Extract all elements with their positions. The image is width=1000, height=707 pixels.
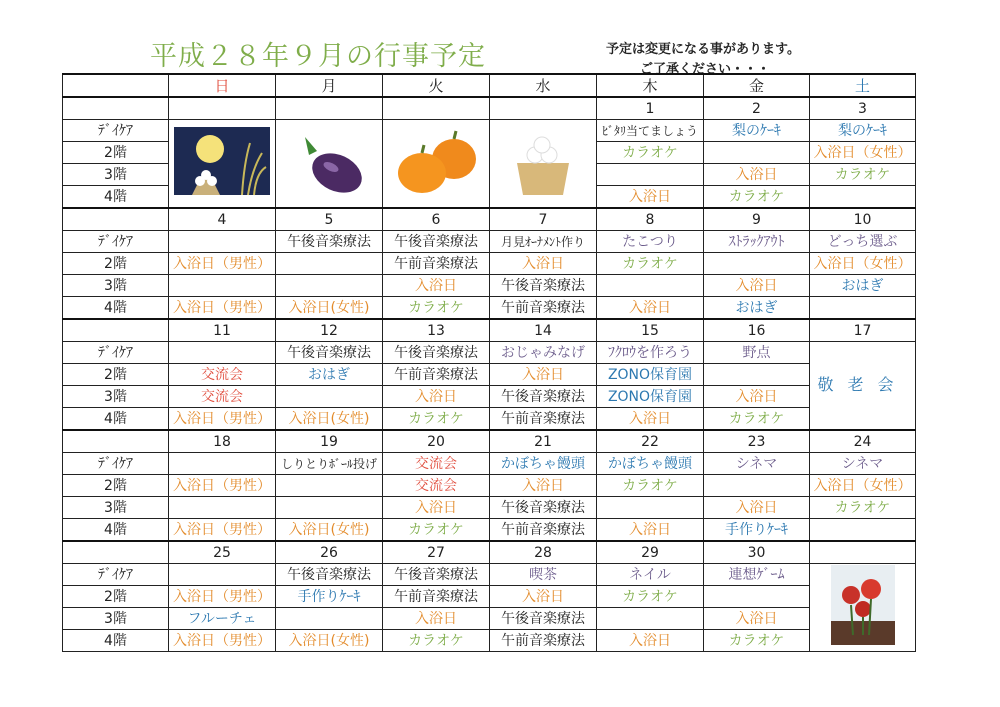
activity-cell: シネマ	[704, 453, 810, 475]
date-cell	[276, 97, 383, 120]
date-cell: 11	[169, 319, 276, 342]
activity-cell: 入浴日	[597, 297, 704, 320]
activity-cell: 入浴日	[597, 519, 704, 542]
activity-cell: 入浴日（男性）	[169, 519, 276, 542]
date-row-label	[63, 208, 169, 231]
activity-cell: カラオケ	[597, 586, 704, 608]
activity-cell	[704, 586, 810, 608]
row-label: ﾃﾞｲｹｱ	[63, 342, 169, 364]
event-label: 敬老会	[817, 375, 908, 394]
activity-cell	[276, 386, 383, 408]
activity-cell	[169, 564, 276, 586]
date-cell: 23	[704, 430, 810, 453]
row-label: 4階	[63, 297, 169, 320]
activity-cell: 入浴日	[383, 497, 490, 519]
row-label: ﾃﾞｲｹｱ	[63, 231, 169, 253]
activity-cell	[169, 497, 276, 519]
date-cell: 5	[276, 208, 383, 231]
activity-cell: ZONO保育園	[597, 386, 704, 408]
activity-cell: 入浴日（女性）	[810, 253, 916, 275]
activity-cell: 入浴日（男性）	[169, 408, 276, 431]
activity-cell: 野点	[704, 342, 810, 364]
activity-cell: 入浴日	[490, 586, 597, 608]
activity-cell: おはぎ	[704, 297, 810, 320]
activity-cell	[276, 475, 383, 497]
activity-cell: どっち選ぶ	[810, 231, 916, 253]
activity-cell: 交流会	[169, 386, 276, 408]
date-cell	[169, 97, 276, 120]
activity-cell: おじゃみなげ	[490, 342, 597, 364]
activity-cell	[276, 275, 383, 297]
activity-cell: 入浴日	[597, 630, 704, 652]
row-label: 4階	[63, 186, 169, 209]
date-cell: 6	[383, 208, 490, 231]
row-label: 3階	[63, 608, 169, 630]
activity-cell	[169, 342, 276, 364]
activity-cell: 入浴日	[704, 386, 810, 408]
activity-cell: 入浴日	[490, 253, 597, 275]
date-cell: 19	[276, 430, 383, 453]
activity-cell: カラオケ	[597, 253, 704, 275]
activity-cell: カラオケ	[704, 186, 810, 209]
activity-cell: 交流会	[169, 364, 276, 386]
activity-cell: 入浴日（男性）	[169, 297, 276, 320]
activity-cell	[597, 608, 704, 630]
activity-cell: おはぎ	[810, 275, 916, 297]
activity-cell: 午後音楽療法	[383, 564, 490, 586]
activity-cell	[276, 253, 383, 275]
activity-cell: カラオケ	[383, 297, 490, 320]
date-cell: 17	[810, 319, 916, 342]
activity-cell	[810, 342, 916, 431]
activity-cell: 午後音楽療法	[383, 231, 490, 253]
activity-cell: 午後音楽療法	[490, 497, 597, 519]
date-cell: 25	[169, 541, 276, 564]
activity-cell	[704, 253, 810, 275]
page-title: 平成２８年９月の行事予定	[150, 41, 486, 72]
activity-cell	[169, 275, 276, 297]
activity-cell: 入浴日（男性）	[169, 475, 276, 497]
activity-cell: 入浴日	[597, 186, 704, 209]
activity-cell: 入浴日	[704, 497, 810, 519]
activity-cell: シネマ	[810, 453, 916, 475]
date-cell: 15	[597, 319, 704, 342]
activity-cell: ﾋﾞﾀﾘ当てましょう	[597, 120, 704, 142]
moon-viewing-image	[169, 120, 276, 209]
date-cell: 27	[383, 541, 490, 564]
date-cell: 4	[169, 208, 276, 231]
red-spider-lily-image	[810, 564, 916, 652]
activity-cell: カラオケ	[597, 142, 704, 164]
activity-cell: ｽﾄﾗｯｸｱｳﾄ	[704, 231, 810, 253]
activity-cell: カラオケ	[383, 408, 490, 431]
activity-cell: 午後音楽療法	[490, 275, 597, 297]
activity-cell: 午前音楽療法	[490, 297, 597, 320]
activity-cell: 午前音楽療法	[383, 586, 490, 608]
activity-cell: 入浴日	[490, 364, 597, 386]
activity-cell: 入浴日（男性）	[169, 586, 276, 608]
weekday-header: 水	[490, 74, 597, 97]
row-label: 4階	[63, 630, 169, 652]
activity-cell: 午後音楽療法	[276, 342, 383, 364]
date-cell: 22	[597, 430, 704, 453]
date-cell: 24	[810, 430, 916, 453]
activity-cell	[597, 164, 704, 186]
row-label: 2階	[63, 475, 169, 497]
row-label: 4階	[63, 519, 169, 542]
activity-cell: 入浴日（女性）	[810, 475, 916, 497]
tsukimi-dango-image	[490, 120, 597, 209]
activity-cell: 午前音楽療法	[490, 408, 597, 431]
activity-cell: 入浴日（女性）	[810, 142, 916, 164]
date-cell: 10	[810, 208, 916, 231]
activity-cell: 月見ｵｰﾅﾒﾝﾄ作り	[490, 231, 597, 253]
row-label: 2階	[63, 142, 169, 164]
weekday-header: 日	[169, 74, 276, 97]
weekday-header: 木	[597, 74, 704, 97]
activity-cell: 入浴日	[383, 386, 490, 408]
activity-cell: 入浴日(女性)	[276, 519, 383, 542]
activity-cell: カラオケ	[383, 519, 490, 542]
date-row-label	[63, 430, 169, 453]
row-label: 2階	[63, 586, 169, 608]
row-label: ﾃﾞｲｹｱ	[63, 120, 169, 142]
activity-cell: カラオケ	[383, 630, 490, 652]
row-label: 3階	[63, 386, 169, 408]
activity-cell: カラオケ	[597, 475, 704, 497]
activity-cell: 午前音楽療法	[383, 364, 490, 386]
activity-cell: 入浴日（男性）	[169, 630, 276, 652]
activity-cell: おはぎ	[276, 364, 383, 386]
date-cell	[383, 97, 490, 120]
activity-cell: かぼちゃ饅頭	[490, 453, 597, 475]
date-cell: 1	[597, 97, 704, 120]
activity-cell	[276, 497, 383, 519]
pumpkin-image	[383, 120, 490, 209]
activity-cell: 入浴日	[704, 164, 810, 186]
activity-cell	[597, 275, 704, 297]
row-label: 2階	[63, 364, 169, 386]
activity-cell: カラオケ	[704, 408, 810, 431]
date-cell: 29	[597, 541, 704, 564]
activity-cell: 午前音楽療法	[490, 519, 597, 542]
activity-cell	[597, 497, 704, 519]
notice-line-2: ご了承ください・・・	[640, 62, 771, 77]
activity-cell: 入浴日(女性)	[276, 630, 383, 652]
date-cell: 30	[704, 541, 810, 564]
activity-cell: ﾌｸﾛｳを作ろう	[597, 342, 704, 364]
row-label: ﾃﾞｲｹｱ	[63, 564, 169, 586]
date-row-label	[63, 97, 169, 120]
weekday-header: 金	[704, 74, 810, 97]
date-cell: 14	[490, 319, 597, 342]
activity-cell: 入浴日(女性)	[276, 297, 383, 320]
notice-line-1: 予定は変更になる事があります。	[606, 42, 800, 57]
date-cell: 26	[276, 541, 383, 564]
date-row-label	[63, 319, 169, 342]
date-cell	[490, 97, 597, 120]
activity-cell: かぼちゃ饅頭	[597, 453, 704, 475]
row-label: 4階	[63, 408, 169, 431]
date-cell: 13	[383, 319, 490, 342]
date-cell	[810, 541, 916, 564]
activity-cell: 入浴日	[383, 608, 490, 630]
activity-cell: 入浴日	[704, 275, 810, 297]
activity-cell: 午後音楽療法	[383, 342, 490, 364]
activity-cell: 午後音楽療法	[490, 386, 597, 408]
activity-cell: カラオケ	[810, 497, 916, 519]
weekday-header: 火	[383, 74, 490, 97]
activity-cell	[704, 475, 810, 497]
activity-cell: 午後音楽療法	[490, 608, 597, 630]
date-row-label	[63, 541, 169, 564]
activity-cell: しりとりﾎﾞｰﾙ投げ	[276, 453, 383, 475]
row-label: 3階	[63, 275, 169, 297]
activity-cell: カラオケ	[810, 164, 916, 186]
activity-cell	[810, 297, 916, 320]
activity-cell: ZONO保育園	[597, 364, 704, 386]
activity-cell: 午後音楽療法	[276, 231, 383, 253]
activity-cell: 交流会	[383, 475, 490, 497]
activity-cell: 入浴日	[490, 475, 597, 497]
activity-cell	[810, 186, 916, 209]
date-cell: 18	[169, 430, 276, 453]
activity-cell: 午前音楽療法	[490, 630, 597, 652]
weekday-header: 土	[810, 74, 916, 97]
activity-cell	[169, 231, 276, 253]
activity-cell: 喫茶	[490, 564, 597, 586]
activity-cell: 入浴日(女性)	[276, 408, 383, 431]
activity-cell: 手作りｹｰｷ	[704, 519, 810, 542]
date-cell: 3	[810, 97, 916, 120]
date-cell: 2	[704, 97, 810, 120]
activity-cell: 梨のｹｰｷ	[704, 120, 810, 142]
date-cell: 12	[276, 319, 383, 342]
activity-cell: ネイル	[597, 564, 704, 586]
activity-cell: 連想ｹﾞｰﾑ	[704, 564, 810, 586]
activity-cell: カラオケ	[704, 630, 810, 652]
activity-cell	[704, 142, 810, 164]
header-corner	[63, 74, 169, 97]
activity-cell	[704, 364, 810, 386]
activity-cell	[276, 608, 383, 630]
date-cell: 28	[490, 541, 597, 564]
date-cell: 7	[490, 208, 597, 231]
activity-cell	[810, 519, 916, 542]
activity-cell: 入浴日（男性）	[169, 253, 276, 275]
activity-cell: 入浴日	[597, 408, 704, 431]
date-cell: 21	[490, 430, 597, 453]
activity-cell: 入浴日	[383, 275, 490, 297]
date-cell: 8	[597, 208, 704, 231]
row-label: 3階	[63, 164, 169, 186]
activity-cell: 交流会	[383, 453, 490, 475]
date-cell: 20	[383, 430, 490, 453]
date-cell: 9	[704, 208, 810, 231]
activity-cell: たこつり	[597, 231, 704, 253]
activity-cell: 入浴日	[704, 608, 810, 630]
row-label: ﾃﾞｲｹｱ	[63, 453, 169, 475]
activity-cell	[169, 453, 276, 475]
activity-cell: 手作りｹｰｷ	[276, 586, 383, 608]
date-cell: 16	[704, 319, 810, 342]
eggplant-image	[276, 120, 383, 209]
row-label: 2階	[63, 253, 169, 275]
activity-cell: 梨のｹｰｷ	[810, 120, 916, 142]
activity-cell: 午後音楽療法	[276, 564, 383, 586]
activity-cell: 午前音楽療法	[383, 253, 490, 275]
calendar-table	[62, 73, 916, 652]
activity-cell: フルーチェ	[169, 608, 276, 630]
row-label: 3階	[63, 497, 169, 519]
weekday-header: 月	[276, 74, 383, 97]
